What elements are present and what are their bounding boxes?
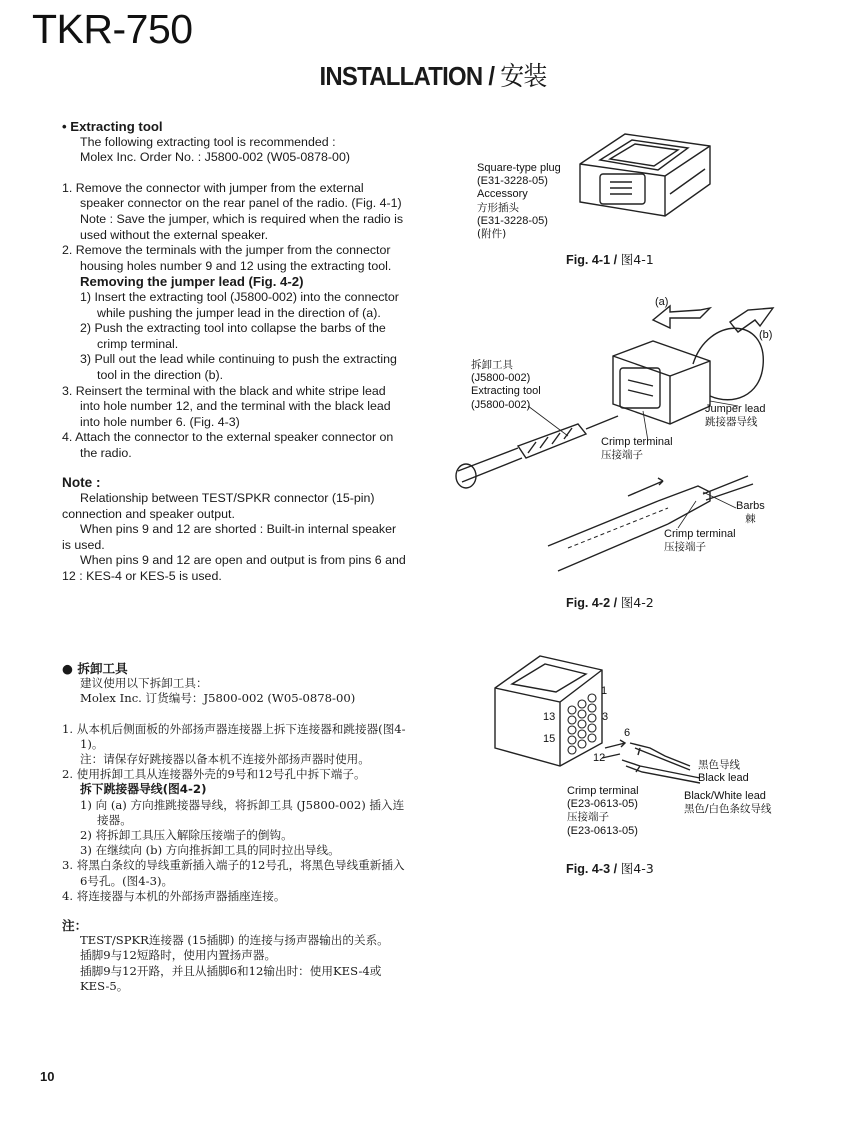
fig3-caption-en: Fig. 4-3 bbox=[566, 862, 611, 876]
crimp2-cn-label: 压接端子 bbox=[664, 541, 706, 554]
crimp-en-label: Crimp terminal bbox=[601, 436, 673, 448]
tool-labels bbox=[471, 359, 541, 412]
pin1-label: 1 bbox=[601, 685, 608, 697]
plug-en-label: Square-type plug bbox=[477, 162, 561, 174]
jumper-cn-label: 跳接器导线 bbox=[705, 416, 758, 429]
fig3-crimp-en-label: Crimp terminal bbox=[567, 785, 639, 797]
fig1-labels bbox=[477, 162, 561, 241]
removing-heading-cn: 拆下跳接器导线(图4-2) bbox=[80, 782, 207, 797]
bw-en-label: Black/White lead bbox=[684, 790, 766, 802]
barbs-labels bbox=[736, 500, 765, 526]
jumper-labels bbox=[705, 403, 766, 429]
plug-cn-label: 方形插头 bbox=[477, 201, 519, 214]
title-separator: / bbox=[482, 61, 501, 91]
tool-cn-label: 拆卸工具 bbox=[471, 359, 513, 371]
fig3-crimp-code-cn-label: (E23-0613-05) bbox=[567, 824, 638, 837]
step1-cn: 1. 从本机后侧面板的外部扬声器连接器上拆下连接器和跳接器(图4-1)。 bbox=[62, 721, 406, 751]
crimp2-labels bbox=[664, 528, 736, 554]
fig3-caption-sep: / bbox=[610, 862, 621, 876]
bw-cn-label: 黑色/白色条纹导线 bbox=[684, 803, 772, 816]
step2-cn: 2. 使用拆卸工具从连接器外壳的9号和12号孔中拆下端子。 bbox=[62, 767, 366, 782]
note2-cn: 插脚9与12短路时，使用内置扬声器。 bbox=[80, 948, 277, 963]
terminal-reinsert-illustration bbox=[490, 648, 730, 788]
step2-en: 2. Remove the terminals with the jumper from the connector housing holes number 9 and 12 using the extracting tool. bbox=[62, 243, 392, 273]
extract-heading-en: • Extracting tool bbox=[62, 119, 163, 134]
tool-en-label: Extracting tool bbox=[471, 385, 541, 398]
extract-line1-en: The following extracting tool is recommended : bbox=[80, 134, 336, 149]
plug-code-cn-label: (E31-3228-05) bbox=[477, 214, 548, 227]
note2-en: When pins 9 and 12 are shorted : Built-in internal speaker is used. bbox=[62, 522, 397, 552]
page-title bbox=[35, 56, 832, 93]
fig1-caption-en: Fig. 4-1 bbox=[566, 253, 611, 267]
label-b: (b) bbox=[759, 329, 773, 341]
note1-en: Relationship between TEST/SPKR connector (15-pin) connection and speaker output. bbox=[62, 491, 375, 521]
fig1-caption-sep: / bbox=[610, 253, 621, 267]
crimp2-en-label: Crimp terminal bbox=[664, 528, 736, 540]
pin3-label: 3 bbox=[602, 711, 609, 723]
crimp-labels bbox=[601, 436, 673, 462]
sub1-en: 1) Insert the extracting tool (J5800-002) into the connector while pushing the jumper lead in the direction of (a). bbox=[80, 289, 399, 320]
note-heading-cn: 注： bbox=[62, 918, 88, 934]
accessory-label: Accessory bbox=[477, 188, 528, 201]
extract-heading-cn: ● 拆卸工具 bbox=[62, 661, 128, 676]
sub3-en: 3) Pull out the lead while continuing to push the extracting tool in the direction (b). bbox=[80, 352, 397, 382]
fig1-caption-cn: 图4-1 bbox=[620, 252, 654, 267]
black-cn-label: 黑色导线 bbox=[698, 759, 740, 771]
pin12-label: 12 bbox=[593, 752, 606, 764]
barbs-cn-label: 棘 bbox=[745, 513, 756, 526]
barbs-en-label: Barbs bbox=[736, 500, 765, 512]
sub2-en: 2) Push the extracting tool into collapse the barbs of the crimp terminal. bbox=[80, 321, 386, 351]
crimp-cn-label: 压接端子 bbox=[601, 449, 643, 462]
arrow-a-icon bbox=[653, 306, 710, 328]
sub2-cn: 2) 将拆卸工具压入解除压接端子的倒钩。 bbox=[80, 828, 293, 843]
fig2-caption-sep: / bbox=[610, 596, 621, 610]
black-lead-labels bbox=[698, 759, 749, 785]
sub1-cn: 1) 向 (a) 方向推跳接器导线，将拆卸工具 (J5800-002) 插入连接器。 bbox=[80, 797, 405, 827]
step1-en: 1. Remove the connector with jumper from the external speaker connector on the rear panel of the radio. (Fig. 4-1) bbox=[62, 180, 402, 211]
fig2-caption bbox=[566, 592, 654, 611]
note3-en: When pins 9 and 12 are open and output is from pins 6 and 12 : KES-4 or KES-5 is used. bbox=[62, 553, 406, 584]
tool-code-cn-label: (J5800-002) bbox=[471, 372, 531, 385]
step1-note-cn: 注：请保存好跳接器以备本机不连接外部扬声器时使用。 bbox=[80, 752, 370, 767]
label-a: (a) bbox=[655, 296, 669, 308]
fig3-caption-cn: 图4-3 bbox=[620, 861, 654, 876]
removing-heading-en: Removing the jumper lead (Fig. 4-2) bbox=[80, 274, 304, 290]
pin13-label: 13 bbox=[543, 711, 556, 723]
extract-line1-cn: 建议使用以下拆卸工具： bbox=[80, 676, 208, 691]
note3-cn: 插脚9与12开路，并且从插脚6和12输出时：使用KES-4或KES-5。 bbox=[80, 963, 382, 993]
jumper-en-label: Jumper lead bbox=[705, 403, 766, 415]
fig3-crimp-code-label: (E23-0613-05) bbox=[567, 798, 638, 811]
tool-code-label: (J5800-002) bbox=[471, 398, 531, 411]
extract-line2-cn: Molex Inc. 订货编号：J5800-002 (W05-0878-00) bbox=[80, 691, 356, 706]
note1-cn: TEST/SPKR连接器 (15插脚) 的连接与扬声器输出的关系。 bbox=[80, 933, 389, 948]
title-en: INSTALLATION bbox=[319, 61, 483, 91]
title-cn: 安装 bbox=[500, 62, 547, 92]
fig3-caption bbox=[566, 858, 654, 877]
model-name: TKR-750 bbox=[32, 6, 193, 52]
plug-code-label: (E31-3228-05) bbox=[477, 175, 548, 188]
bw-lead-labels bbox=[684, 790, 772, 816]
fig3-crimp-cn-label: 压接端子 bbox=[567, 811, 609, 824]
accessory-cn-label: (附件) bbox=[477, 228, 507, 241]
step1-note-en: Note : Save the jumper, which is required when the radio is used without the external speaker. bbox=[80, 211, 404, 242]
fig1-caption bbox=[566, 249, 654, 268]
black-en-label: Black lead bbox=[698, 772, 749, 785]
sub3-cn: 3) 在继续向 (b) 方向推拆卸工具的同时拉出导线。 bbox=[80, 843, 340, 858]
fig2-caption-cn: 图4-2 bbox=[620, 595, 654, 610]
note-heading-en: Note : bbox=[62, 475, 101, 491]
english-instructions bbox=[62, 119, 407, 585]
pin15-label: 15 bbox=[543, 733, 556, 745]
chinese-instructions bbox=[62, 661, 407, 994]
step3-en: 3. Reinsert the terminal with the black and white stripe lead into hole number 12, and the terminal with the black lead into hole number 6. (Fig. 4-3) bbox=[62, 383, 391, 429]
square-plug-illustration bbox=[570, 124, 720, 234]
fig2-caption-en: Fig. 4-2 bbox=[566, 596, 611, 610]
step4-en: 4. Attach the connector to the external speaker connector on the radio. bbox=[62, 430, 394, 460]
extract-line2-en: Molex Inc. Order No. : J5800-002 (W05-0878-00) bbox=[80, 150, 350, 165]
step3-cn: 3. 将黑白条纹的导线重新插入端子的12号孔，将黑色导线重新插入6号孔。(图4-3)。 bbox=[62, 858, 405, 888]
step4-cn: 4. 将连接器与本机的外部扬声器插座连接。 bbox=[62, 888, 286, 903]
fig3-crimp-labels bbox=[567, 785, 639, 838]
page-number: 10 bbox=[40, 1069, 55, 1084]
pin6-label: 6 bbox=[624, 727, 631, 739]
